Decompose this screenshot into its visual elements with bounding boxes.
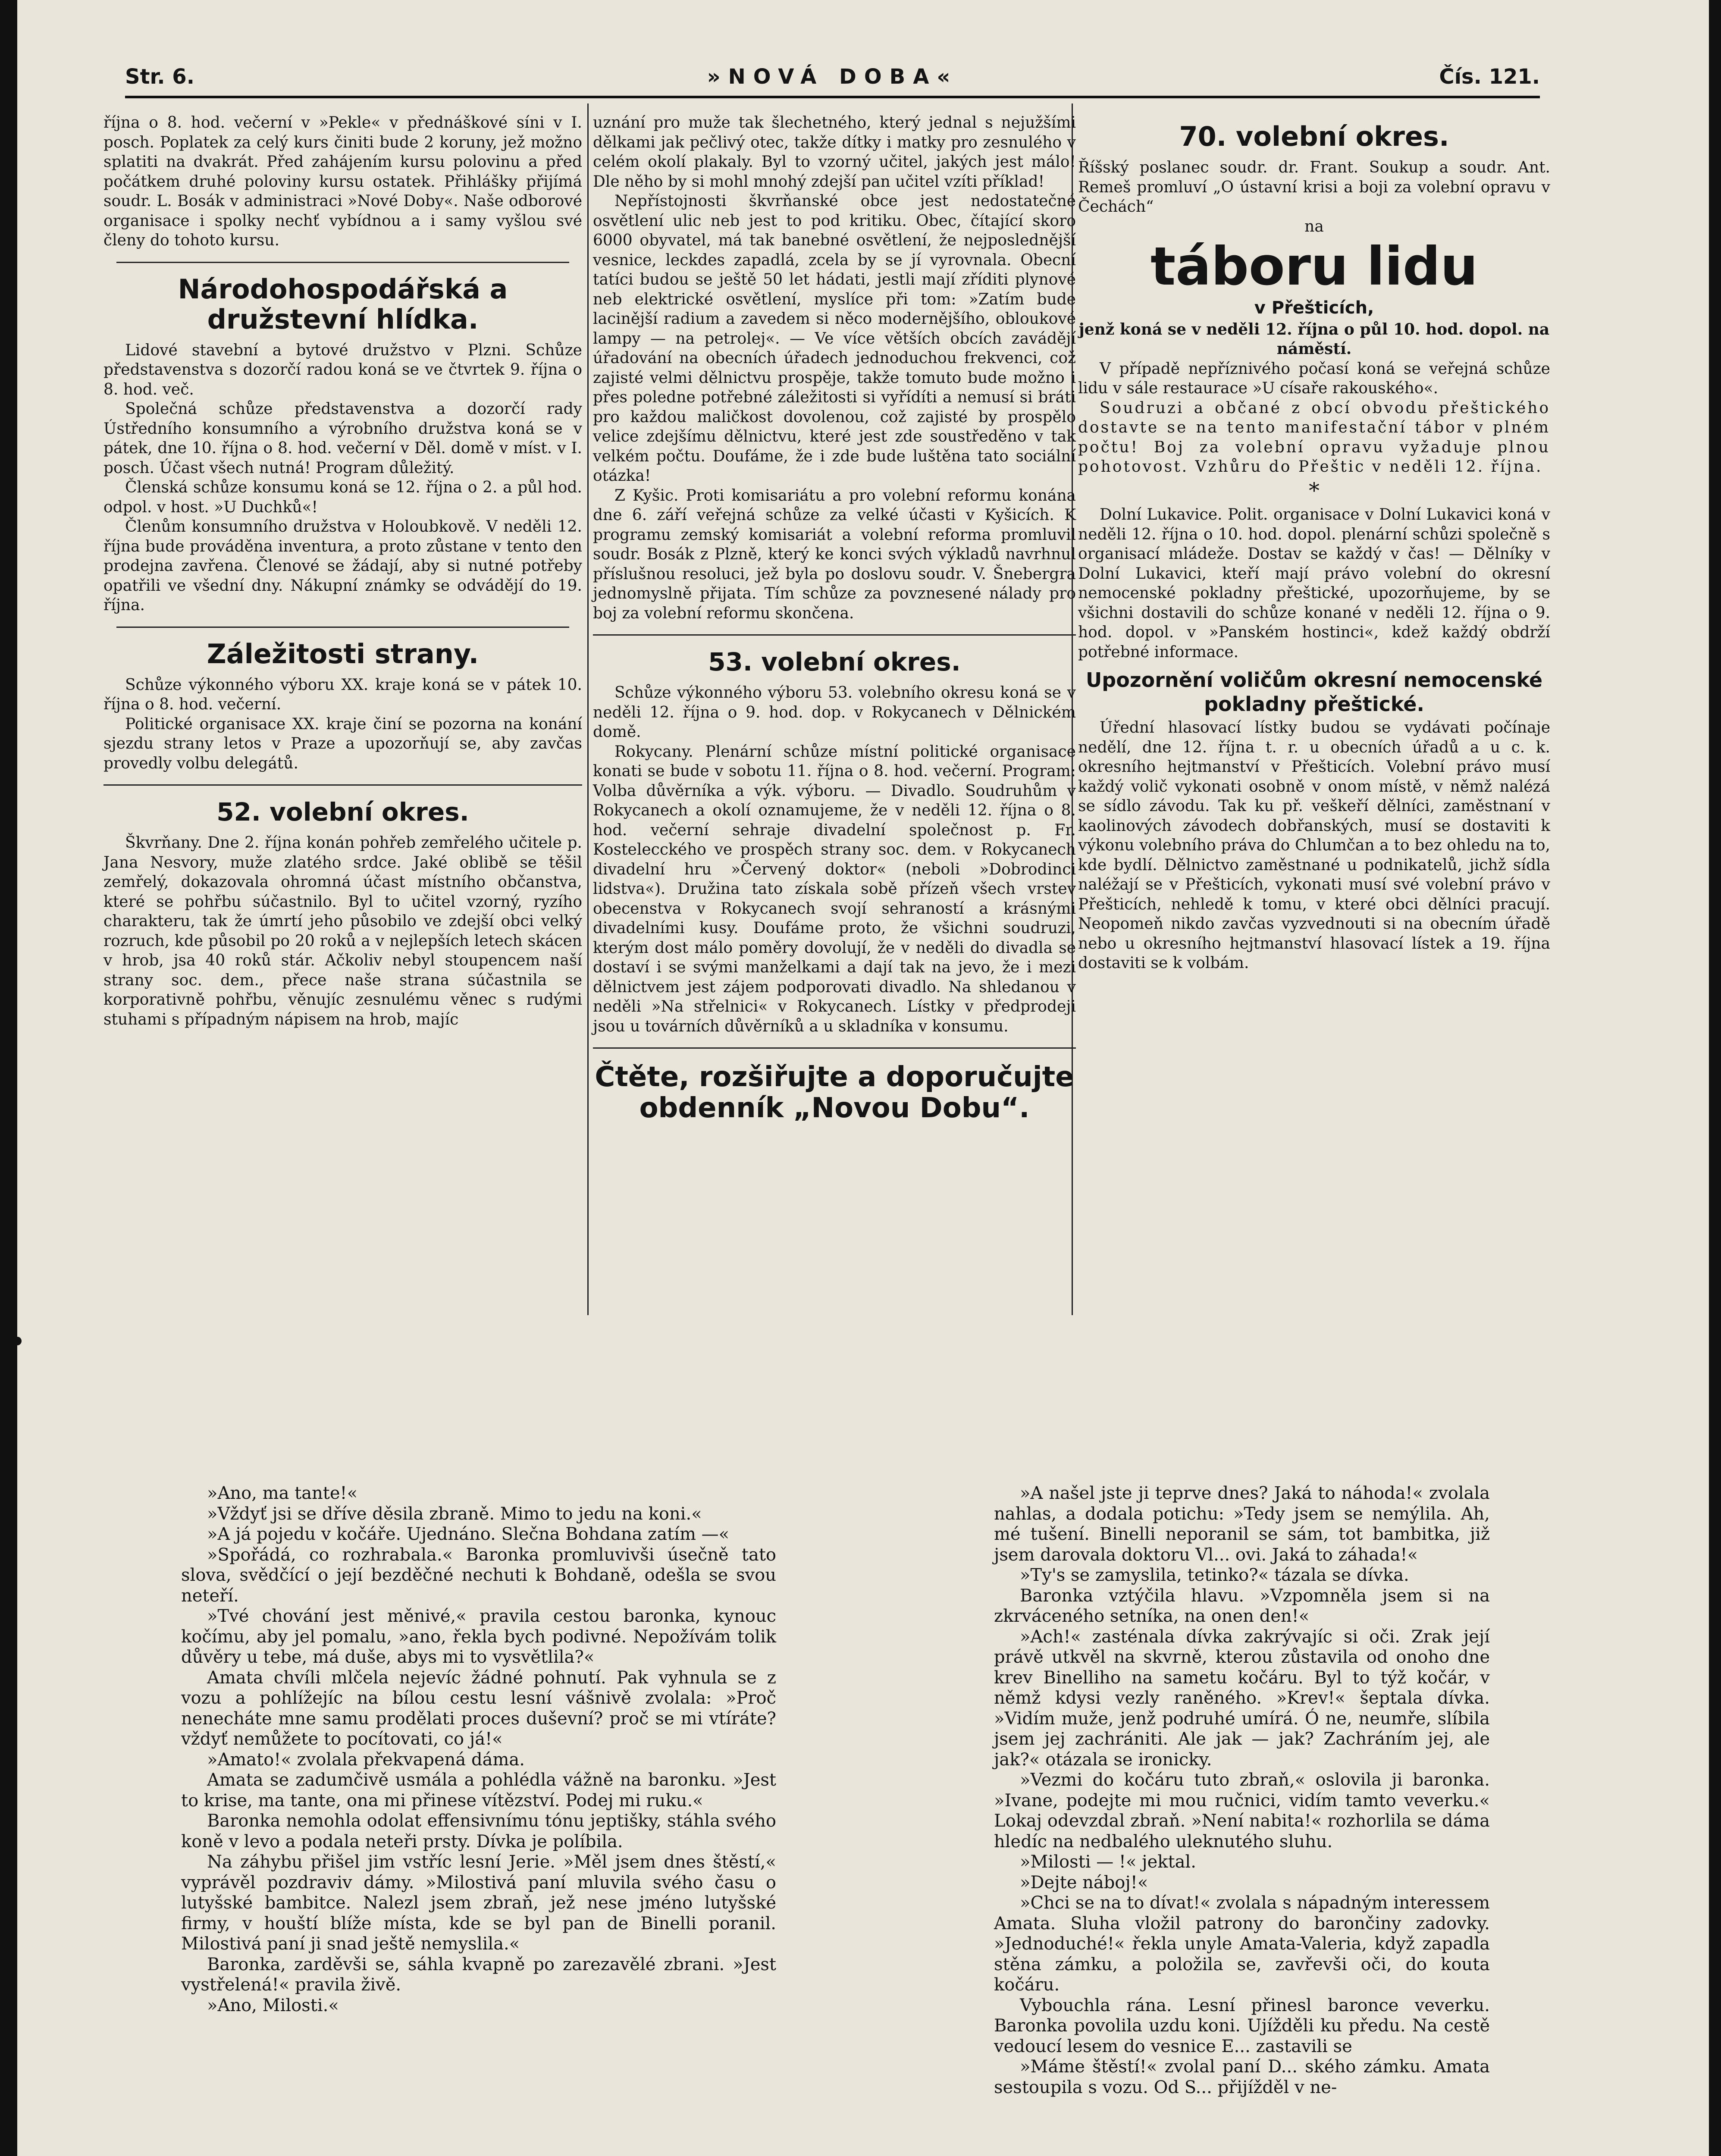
story-line: »Ty's se zamyslila, tetinko?« tázala se dívka.: [1020, 1565, 1409, 1585]
asterisk-separator: *: [1309, 478, 1320, 503]
subscription-call: Čtěte, rozšiřujte a doporučujte obdenník „Novou Dobu“.: [595, 1061, 1074, 1124]
section-heading: 52. volební okres.: [216, 797, 469, 827]
story-line: »Ano, ma tante!«: [207, 1483, 358, 1503]
paragraph: Nepřístojnosti škvrňanské obce jest nedostatečné osvětlení ulic neb jest to pod kritiku. Obec, čítající skoro 6000 obyvatel, má tak banebné osvětlení, že nejposlednější vesnice, leckdes zapadlá, zcela by se jí vyrovnala. Obecní tatíci budou se ještě 50 let hádati, jestli mají zříditi plynové neb elektrické osvětlení, myslíce při tom: »Zatím bude lacinější radium a zavedem si něco modernějšího, obloukové lampy — na petrolej«. — Ve více větších obcích zavádějí úřadování na obecních úřadech jednoduchou frekvenci, což zajisté velmi dělnictvu prospěje, takže tomuto bude možno i přes poledne potřebné záležitosti si vyřídíti a nemusí si bráti pro každou maličkost dovolenou, což zajisté by prospělo velice zdejšímu dělnictvu, které jest zde soustředěno v tak velkém počtu. Doufáme, že i zde bude luštěna tato sociální otázka!: [593, 192, 1076, 485]
scan-border-left: [0, 0, 17, 2156]
story-line: »Ach!« zasténala dívka zakrývajíc si oči. Zrak její právě utkvěl na skvrně, kterou zůstavila od onoho dne krev Binelliho na sametu kočáru. Byl to týž kočár, v němž kdysi vezly raněného. »Krev!« šeptala dívka. »Vidím muže, jenž podruhé umírá. Ó ne, neumře, slíbila jsem jej zachrániti. Ale jak — jak? Zachráním jej, ale jak?« otázala se ironicky.: [994, 1626, 1490, 1770]
story-line: »Ano, Milosti.«: [207, 1995, 339, 2015]
divider: [593, 1047, 1076, 1049]
story-line: »Máme štěstí!« zvolal paní D... ského zámku. Amata sestoupila s vozu. Od S... přijížděl v ne-: [994, 2057, 1490, 2097]
column-divider-1: [587, 103, 589, 1315]
story-line: »Chci se na to dívat!« zvolala s nápadným interessem Amata. Sluha vložil patrony do barončiny zadovky. »Jednoduché!« řekla unyle Amata-Valeria, když zapadla stěna zámku, a položila se, zavřevši oči, do kouta kočáru.: [994, 1893, 1490, 1995]
section-heading: Záležitosti strany.: [207, 638, 479, 670]
newspaper-title: »NOVÁ DOBA«: [707, 65, 958, 89]
scan-speck: [13, 1337, 22, 1345]
story-line: Amata se zadumčivě usmála a pohlédla vážně na baronku. »Jest to krise, ma tante, ona mi přinese vítězství. Podej mi ruku.«: [181, 1770, 776, 1811]
paragraph: Členům konsumního družstva v Holoubkově. V neděli 12. října bude prováděna inventura, a proto zůstane v tento den prodejna zavřena. Členové se žádají, aby si nutné potřeby opatřili ve všední dny. Nákupní známky se odvádějí do 19. října.: [103, 518, 582, 614]
story-line: »A našel jste ji teprve dnes? Jaká to náhoda!« zvolala nahlas, a dodala potichu: »Tedy jsem se nemýlila. Ah, mé tušení. Binelli neporanil se sám, tot bambitka, již jsem darovala doktoru Vl... ovi. Jaká to záhada!«: [994, 1483, 1490, 1565]
rally-location: v Přešticích,: [1254, 298, 1374, 318]
header-rule: [125, 96, 1540, 98]
story-line: »Dejte náboj!«: [1020, 1872, 1148, 1893]
section-heading: Upozornění voličům okresní nemocenské pokladny přeštické.: [1085, 668, 1543, 716]
column-1: [103, 113, 582, 1029]
connector-word: na: [1304, 217, 1324, 235]
paragraph: Dolní Lukavice. Polit. organisace v Dolní Lukavici koná v neděli 12. října o 10. hod. dopol. plenární schůzi společně s organisací mládeže. Dostav se každý v čas! — Dělníky v Dolní Lukavici, kteří mají právo volební do okresní nemocenské pokladny přeštické, upozorňujeme, by se všichni dostavili do schůze konané v neděli 12. října o 9. hod. dopol. v »Panském hostinci«, kdež každý obdrží potřebné informace.: [1078, 506, 1550, 661]
issue-number: Čís. 121.: [1439, 65, 1540, 89]
paragraph: Schůze výkonného výboru 53. volebního okresu koná se v neděli 12. října o 9. hod. dop. v Rokycanech v Dělnickém domě.: [593, 684, 1076, 741]
paragraph: Členská schůze konsumu koná se 12. října o 2. a půl hod. odpol. v host. »U Duchků«!: [103, 479, 582, 516]
story-line: Vybouchla rána. Lesní přinesl baronce veverku. Baronka povolila uzdu koni. Ujížděli ku předu. Na cestě vedoucí lesem do vesnice E... zastavili se: [994, 1995, 1490, 2056]
column-3: [1078, 113, 1550, 973]
story-line: »Milosti — !« jektal.: [1020, 1852, 1196, 1872]
paragraph: Úřední hlasovací lístky budou se vydávati počínaje nedělí, dne 12. října t. r. u obecních úřadů a u c. k. okresního hejtmanství v Přešticích. Volební právo musí každý volič vykonati osobně v onom místě, v němž nalézá se sídlo závodu. Tak ku př. veškeří dělníci, zaměstnaní v kaolinových závodech dobřanských, musí se dostaviti k výkonu volebního práva do Chlumčan a to bez ohledu na to, kde bydlí. Dělnictvo zaměstnané u podnikatelů, jichž sídla naléžají se v Přešticích, vykonati musí své volební právo v Přešticích, nehledě k tomu, v které obci dělníci pracují. Neopomeň nikdo zavčas vyzvednouti si na obecním úřadě nebo u okresního hejtmanství hlasovací lístek a 19. října dostaviti se k volbám.: [1078, 719, 1550, 972]
scan-border-right: [1709, 0, 1721, 2156]
paragraph: Říšský poslanec soudr. dr. Frant. Soukup a soudr. Ant. Remeš promluví „O ústavní krisi a boji za volební opravu v Čechách“: [1078, 159, 1550, 216]
section-heading: 53. volební okres.: [708, 647, 961, 677]
story-line: Amata chvíli mlčela nejevíc žádné pohnutí. Pak vyhnula se z vozu a pohlížejíc na bílou cestu lesní vášnivě zvolala: »Proč nenecháte mne samu prodělati proces duševní? proč se mi vtíráte? vždyť nemůžete to pocítovati, co já!«: [181, 1667, 776, 1749]
rally-headline: táboru lidu: [1150, 236, 1478, 297]
divider: [116, 262, 569, 263]
story-line: »Tvé chování jest měnivé,« pravila cestou baronka, kynouc kočímu, aby jel pomalu, »ano, řekla bych podivné. Nepožívám tolik důvěry u tebe, má duše, abys mi to vysvětlila?«: [181, 1606, 776, 1667]
page-label: Str. 6.: [125, 65, 194, 89]
column-2: [593, 113, 1076, 1124]
paragraph: Schůze výkonného výboru XX. kraje koná se v pátek 10. října o 8. hod. večerní.: [103, 676, 582, 713]
paragraph: října o 8. hod. večerní v »Pekle« v přednáškové síni v I. posch. Poplatek za celý kurs činiti bude 2 koruny, jež možno splatiti na dvakrát. Před zahájením kursu polovinu a před počátkem druhé poloviny kursu ostatek. Přihlášky přijímá soudr. L. Bosák v administraci »Nové Doby«. Naše odborové organisace i spolky nechť vybídnou a i samy vyšlou své členy do tohoto kursu.: [103, 114, 582, 249]
story-line: »Vždyť jsi se dříve děsila zbraně. Mimo to jedu na koni.«: [207, 1504, 702, 1524]
story-left-page: [181, 1483, 776, 2016]
story-line: »Amato!« zvolala překvapená dáma.: [207, 1749, 525, 1770]
page-header: [125, 65, 1540, 95]
paragraph: Rokycany. Plenární schůze místní politické organisace konati se bude v sobotu 11. října o 8. hod. večerní. Program: Volba důvěrníka a výk. výboru. — Divadlo. Soudruhům v Rokycanech a okolí oznamujeme, že v neděli 12. října o 8. hod. večerní sehraje divadelní společnost p. Fr. Kostelecckého ve prospěch strany soc. dem. v Rokycanech divadelní hru »Červený doktor« (neboli »Dobrodinci lidstva«). Družina tato získala sobě přízeň všech vrstev obecenstva v Rokycanech svojí sehraností a krásnými divadelními kusy. Doufáme proto, že všichni soudruzi, kterým dost málo poměry dovolují, že v neděli do divadla se dostaví i se svými manželkami a dají tak na jevo, že i mezi dělnictvem jest zájem podporovati divadlo. Na shledanou v neděli »Na střelnici« v Rokycanech. Lístky v předprodeji jsou u továrních důvěrníků a u skladníka v konsumu.: [593, 743, 1076, 1035]
section-heading: Národohospodářská a družstevní hlídka.: [178, 273, 508, 335]
story-line: Baronka nemohla odolat effensivnímu tónu jeptišky, stáhla svého koně v levo a podala neteři prsty. Dívka je políbila.: [181, 1811, 776, 1852]
story-line: Na záhybu přišel jim vstříc lesní Jerie. »Měl jsem dnes štěstí,« vyprávěl pozdraviv dámy. »Milostivá paní mluvila svého času o lutyšské bambitce. Nalezl jsem zbraň, jež nese jméno lutyšské firmy, v houští blíže místa, kde se byl pan de Binelli poranil. Milostivá paní ji snad ještě nemyslila.«: [181, 1852, 776, 1954]
story-line: »Vezmi do kočáru tuto zbraň,« oslovila ji baronka. »Ivane, podejte mi mou ručnici, vidím tamto veverku.« Lokaj odevzdal zbraň. »Není nabita!« rozhorlila se dáma hledíc na nedbalého uleknutého sluhu.: [994, 1770, 1490, 1852]
paragraph: Společná schůze představenstva a dozorčí rady Ústředního konsumního a výrobního družstva koná se v pátek, dne 10. října o 8. hod. večerní v Děl. domě v míst. v I. posch. Účast všech nutná! Program důležitý.: [103, 400, 582, 477]
paragraph: Soudruzi a občané z obcí obvodu přeštického dostavte se na tento manifestační tábor v plném počtu! Boj za volební opravu vyžaduje plnou pohotovost. Vzhůru do Přeštic v neděli 12. října.: [1078, 399, 1550, 476]
section-heading: 70. volební okres.: [1179, 121, 1449, 152]
rally-time: jenž koná se v neděli 12. října o půl 10. hod. dopol. na náměstí.: [1078, 320, 1550, 358]
story-line: »A já pojedu v kočáře. Ujednáno. Slečna Bohdana zatím —«: [207, 1524, 730, 1544]
paragraph: Z Kyšic. Proti komisariátu a pro volební reformu konána dne 6. září veřejná schůze za velké účasti v Kyšicích. K programu zemský komisariát a volební reforma promluvil soudr. Bosák z Plzně, který ke konci svých výkladů navrhnul příslušnou resoluci, jež byla po doslovu soudr. V. Šnebergra jednomyslně přijata. Tím schůze za povznesené nálady pro boj za volební reformu skončena.: [593, 486, 1076, 622]
divider: [103, 784, 582, 786]
paragraph: Politické organisace XX. kraje činí se pozorna na konání sjezdu strany letos v Praze a upozorňují se, aby zavčas provedly volbu delegátů.: [103, 715, 582, 772]
story-line: Baronka, zarděvši se, sáhla kvapně po zarezavělé zbrani. »Jest vystřelená!« pravila živě.: [181, 1954, 776, 1995]
divider: [593, 634, 1076, 636]
story-line: Baronka vztýčila hlavu. »Vzpomněla jsem si na zkrváceného setníka, na onen den!«: [994, 1586, 1490, 1626]
divider: [116, 627, 569, 628]
paragraph: V případě nepříznivého počasí koná se veřejná schůze lidu v sále restaurace »U císaře rakouského«.: [1078, 360, 1550, 397]
story-line: »Spořádá, co rozhrabala.« Baronka promluvivši úsečně tato slova, svědčící o její bezděčné nechuti k Bohdaně, odešla se svou neteří.: [181, 1545, 776, 1606]
paragraph: Lidové stavební a bytové družstvo v Plzni. Schůze představenstva s dozorčí radou koná se ve čtvrtek 9. října o 8. hod. več.: [103, 341, 582, 398]
paragraph: Škvrňany. Dne 2. října konán pohřeb zemřelého učitele p. Jana Nesvory, muže zlatého srdce. Jaké oblibě se těšil zemřelý, dokazovala ohromná účast místního občanstva, které se pohřbu súčastnilo. Byl to učitel vzorný, ryzího charakteru, tak že úmrtí jeho působilo ve zdejší obci velký rozruch, kde působil po 20 roků a v nejlepších letech skácen v hrob, jsa 40 roků stár. Ačkoliv nebyl stoupencem naší strany soc. dem., přece naše strana súčastnila se korporativně pohřbu, věnujíc zesnulému věnec s rudými stuhami s případným nápisem na hrob, majíc: [103, 834, 582, 1028]
paragraph: uznání pro muže tak šlechetného, který jednal s nejužšími dělkami jak pečlivý otec, takže dítky i matky pro zesnulého v celém okolí plakaly. Byl to vzorný učitel, jakých jest málo! Dle něho by si mohl mnohý zdejší pan učitel vzíti příklad!: [593, 114, 1076, 191]
story-right-page: [994, 1483, 1490, 2098]
